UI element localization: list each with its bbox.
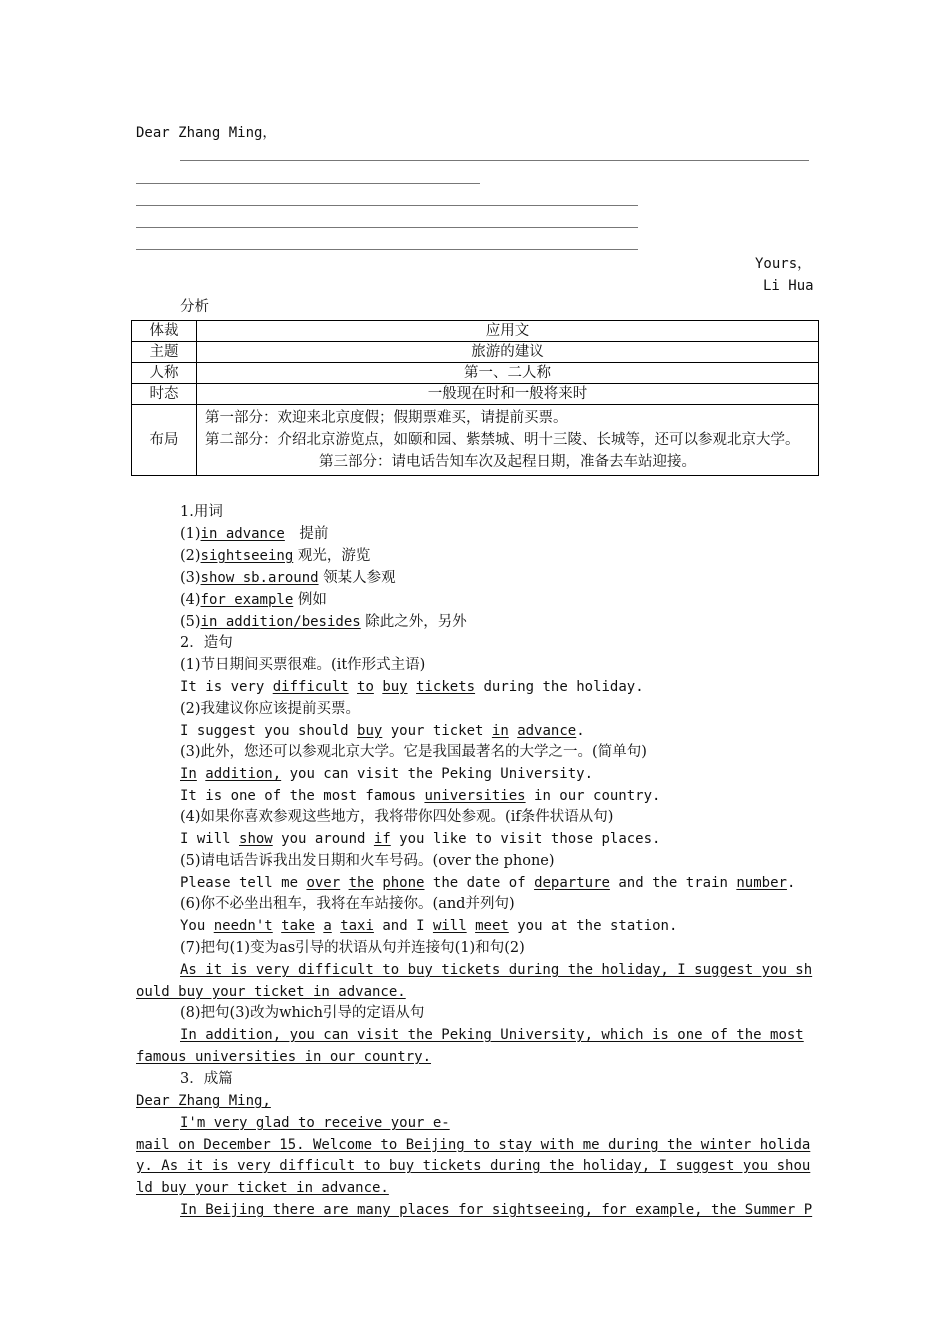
blank-answer: buy (357, 723, 383, 739)
table-row (132, 321, 819, 342)
text: . (576, 723, 585, 739)
item-chinese: 例如 (293, 592, 327, 608)
table-row (132, 405, 819, 476)
text: during the holiday. (475, 679, 644, 695)
text: you can visit the Peking University. (281, 766, 594, 782)
item-english: sightseeing (200, 548, 294, 564)
essay-line: In Beijing there are many places for sightseeing, for example, the Summer P (180, 1202, 813, 1218)
section-heading: 2．造句 (180, 635, 233, 651)
blank-answer: needn't (213, 918, 273, 934)
item-number: (1) (180, 526, 201, 542)
row-key: 主题 (132, 342, 197, 363)
blank-answer: In (180, 766, 197, 782)
item-english: in advance (200, 526, 285, 542)
essay-line: ld buy your ticket in advance. (136, 1180, 389, 1196)
item-number: (2) (180, 548, 201, 564)
list-item (180, 568, 396, 588)
sentence-answer: famous universities in our country. (136, 1049, 432, 1065)
blank-answer: departure (534, 875, 610, 891)
list-item (180, 590, 327, 610)
blank-answer: take (281, 918, 315, 934)
text: I suggest you should (180, 723, 358, 739)
item-number: (4) (180, 592, 201, 608)
item-english: show sb.around (200, 570, 319, 586)
table-row (132, 363, 819, 384)
item-number: (5) (180, 614, 201, 630)
table-row (132, 384, 819, 405)
row-value: 第一、二人称 (197, 363, 819, 384)
essay-line: y. As it is very difficult to buy tickets during the holiday, I suggest you shou (136, 1158, 811, 1174)
text: Please tell me (180, 875, 307, 891)
layout-part-1: 第一部分：欢迎来北京度假；假期票难买，请提前买票。 (205, 410, 568, 426)
sentence-answer (180, 873, 795, 893)
sentence-answer (180, 764, 593, 784)
sentence-answer (180, 677, 644, 697)
letter-salutation: Dear Zhang Ming， (136, 125, 277, 141)
sentence-prompt: (5)请电话告诉我出发日期和火车号码。(over the phone) (180, 853, 555, 869)
row-value: 旅游的建议 (197, 342, 819, 363)
essay-salutation: Dear Zhang Ming, (136, 1093, 271, 1109)
blank-answer: taxi (340, 918, 374, 934)
layout-cell (197, 405, 819, 476)
blank-answer: a (323, 918, 332, 934)
blank-line (136, 205, 638, 206)
blank-answer: addition, (205, 766, 282, 782)
blank-line (136, 249, 638, 250)
item-chinese: 提前 (284, 526, 329, 542)
text: . (786, 875, 796, 891)
list-item (180, 524, 328, 544)
text: in our country. (525, 788, 661, 804)
sentence-prompt: (1)节日期间买票很难。(it作形式主语) (180, 657, 426, 673)
row-key: 人称 (132, 363, 197, 384)
blank-answer: buy (382, 679, 408, 695)
layout-part-3: 第三部分：请电话告知车次及起程日期，准备去车站迎接。 (319, 454, 696, 470)
sentence-prompt: (8)把句(3)改为which引导的定语从句 (180, 1005, 425, 1021)
sentence-answer (180, 916, 677, 936)
sentence-answer: ould buy your ticket in advance. (136, 984, 406, 1000)
text: you like to visit those places. (390, 831, 661, 847)
item-number: (3) (180, 570, 201, 586)
text: and I (373, 918, 433, 934)
item-chinese: 除此之外，另外 (360, 614, 467, 630)
blank-answer: advance (517, 723, 577, 739)
text: It is very (180, 679, 273, 695)
blank-answer: over (306, 875, 341, 891)
text: and the train (609, 875, 737, 891)
blank-line (136, 183, 480, 184)
row-key: 体裁 (132, 321, 197, 342)
blank-answer: the (348, 875, 374, 891)
blank-answer: number (736, 875, 787, 891)
blank-answer: difficult (272, 679, 349, 695)
analysis-heading: 分析 (180, 299, 209, 315)
item-english: for example (200, 592, 294, 608)
sentence-prompt: (6)你不必坐出租车，我将在车站接你。(and并列句) (180, 896, 515, 912)
text: the date of (424, 875, 535, 891)
sentence-prompt: (3)此外，您还可以参观北京大学。它是我国最著名的大学之一。(简单句) (180, 744, 647, 760)
list-item (180, 546, 370, 566)
text: It is one of the most famous (180, 788, 425, 804)
item-chinese: 领某人参观 (318, 570, 396, 586)
blank-answer: universities (424, 788, 526, 804)
sentence-answer: As it is very difficult to buy tickets during the holiday, I suggest you sh (180, 962, 813, 978)
table-row (132, 342, 819, 363)
sentence-answer: In addition, you can visit the Peking University, which is one of the most (180, 1027, 804, 1043)
row-key: 时态 (132, 384, 197, 405)
sentence-prompt: (7)把句(1)变为as引导的状语从句并连接句(1)和句(2) (180, 940, 525, 956)
section-heading: 3．成篇 (180, 1071, 233, 1087)
letter-closing: Yours， (755, 256, 812, 272)
essay-line: I'm very glad to receive your e- (180, 1115, 450, 1131)
sentence-answer (180, 786, 660, 806)
sentence-answer (180, 829, 660, 849)
blank-answer: meet (475, 918, 509, 934)
blank-line (136, 227, 638, 228)
sentence-prompt: (4)如果你喜欢参观这些地方，我将带你四处参观。(if条件状语从句) (180, 809, 614, 825)
blank-answer: if (373, 831, 391, 847)
blank-answer: show (239, 831, 273, 847)
list-item (180, 612, 467, 632)
text: your ticket (382, 723, 492, 739)
essay-line: mail on December 15. Welcome to Beijing to stay with me during the winter holida (136, 1137, 811, 1153)
blank-line (180, 160, 809, 161)
blank-answer: tickets (416, 679, 476, 695)
letter-signature: Li Hua (763, 278, 814, 294)
sentence-prompt: (2)我建议你应该提前买票。 (180, 701, 361, 717)
text: you around (272, 831, 374, 847)
blank-answer: will (432, 918, 467, 934)
blank-answer: to (357, 679, 374, 695)
text: I will (180, 831, 240, 847)
analysis-table (131, 320, 819, 476)
layout-part-2: 第二部分：介绍北京游览点，如颐和园、紫禁城、明十三陵、长城等，还可以参观北京大学。 (205, 432, 800, 448)
sentence-answer (180, 721, 585, 741)
row-value: 一般现在时和一般将来时 (197, 384, 819, 405)
text: you at the station. (508, 918, 678, 934)
blank-answer: in (491, 723, 509, 739)
item-chinese: 观光，游览 (293, 548, 371, 564)
section-heading: 1.用词 (180, 504, 223, 520)
row-key: 布局 (132, 405, 197, 476)
row-value: 应用文 (197, 321, 819, 342)
text: You (180, 918, 214, 934)
blank-answer: phone (382, 875, 425, 891)
item-english: in addition/besides (200, 614, 361, 630)
